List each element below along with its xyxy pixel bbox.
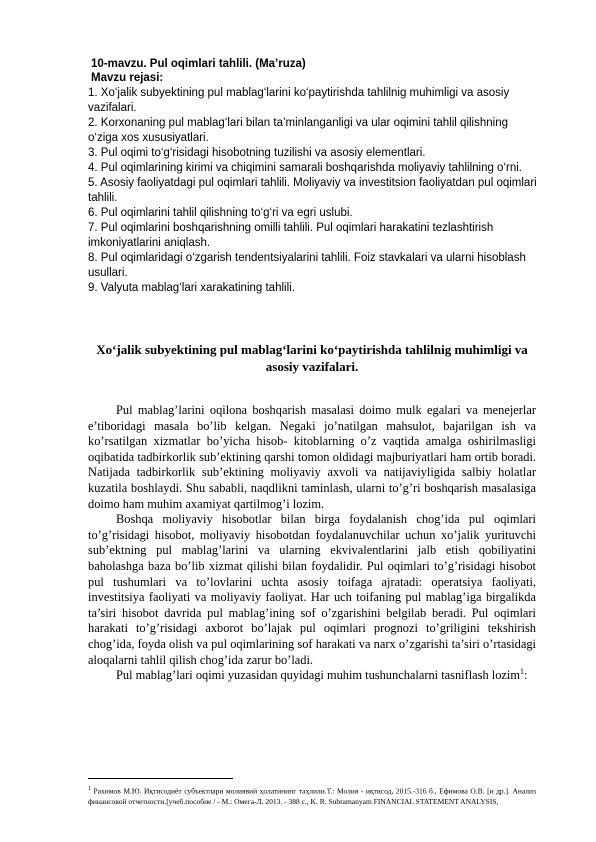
plan-item: 5. Asosiy faoliyatdagi pul oqimlari tahlili. Moliyaviy va investitsion faoliyatdan pul oqimlari tahlili. <box>88 177 537 204</box>
lecture-topic: 10-mavzu. Pul oqimlari tahlili. (Ma’ruza) <box>91 58 306 70</box>
plan-label: Mavzu rejasi: <box>91 72 164 84</box>
footnote-number: 1 <box>88 786 91 792</box>
plan-item: 4. Pul oqimlarining kirimi va chiqimini samarali boshqarishda moliyaviy tahlilning o‘rni. <box>88 162 522 174</box>
lecture-plan-list <box>88 86 538 296</box>
plan-item: 7. Pul oqimlarini boshqarishning omilli tahlili. Pul oqimlari harakatini tezlashtirish imkoniyatlarini aniqlash. <box>88 222 494 249</box>
plan-item: 9. Valyuta mablag‘lari xarakatining tahlili. <box>88 282 295 294</box>
footnote <box>88 784 536 807</box>
body-text <box>88 403 536 684</box>
paragraph: Pul mablag’larini oqilona boshqarish masalasi doimo mulk egalari va menejerlar e’tiboridagi masala bo’lib kelgan. Negaki jo’natilgan mahsulot, bajarilgan ish va ko’rsatilgan xizmatlar bo’yicha hisob- kitoblarning o’z vaqtida amalga oshirilmasligi oqibatida tadbirkorlik sub’ektining qarshi tomon oldidagi majburiyatlari ham ortib boradi. Natijada tadbirkorlik sub’ektining moliyaviy axvoli va natijaviyligida salbiy holatlar kuzatila boshlaydi. Shu sababli, naqdlikni taminlash, ularni to’g’ri boshqarish masalasiga doimo ham muhim axamiyat qartilmog’i lozim. <box>88 403 536 511</box>
plan-item: 8. Pul oqimlaridagi o‘zgarish tendentsiyalarini tahlili. Foiz stavkalari va ularni hisoblash usullari. <box>88 252 526 279</box>
paragraph: Boshqa moliyaviy hisobotlar bilan birga foydalanish chog’ida pul oqimlari to’g’risidagi hisobot, moliyaviy hisobotdan foydalanuvchilar uchun xo’jalik yurituvchi sub’ektning pul mablag’larini va ularning ekvivalentlarini jalb etish qobiliyatini baholashga baza bo’lib xizmat qilishi bilan foydalidir. Pul oqimlari to’g’risidagi hisobot pul tushumlari va to’lovlarini uchta asosiy toifaga ajratadi: operatsiya faoliyati, investitsiya faoliyati va moliyaviy faoliyat. Har uch toifaning pul mablag’iga birgalikda ta’siri hisobot davrida pul mablag’ining sof o’zgarishini belgilab beradi. Pul oqimlari harakati to’g’risidagi axborot bo’lajak pul oqimlari prognozi to’griligini tekshirish chog’ida, foyda olish va pul oqimlarining sof harakati va narx o’zgarishi ta’siri o’rtasidagi aloqalarni tahlil qilish chog’ida zarur bo’ladi. <box>88 512 536 667</box>
plan-item: 3. Pul oqimi to‘g‘risidagi hisobotning tuzilishi va asosiy elementlari. <box>88 147 426 159</box>
footnote-divider <box>88 778 233 779</box>
footnote-reference[interactable]: 1 <box>520 666 524 676</box>
lecture-heading <box>91 57 531 85</box>
section-title: Xo‘jalik subyektining pul mablag‘larini ko‘paytirishda tahlilnig muhimligi va asosiy vazifalari. <box>96 342 528 374</box>
plan-item: 2. Korxonaning pul mablag‘lari bilan ta’minlanganligi va ular oqimini tahlil qilishning o‘ziga xos xususiyatlari. <box>88 117 508 144</box>
plan-item: 6. Pul oqimlarini tahlil qilishning to‘g‘ri va egri uslubi. <box>88 207 353 219</box>
footnote-text: Рахимов М.Ю. Иқтисодиёт субъектлари молиявий ҳолатининг таҳлили.Т.: Молия - иқтисод, 2015.-316 б., Ефимова О.В. [и др.]. Анализ финансовой отчетности.[учеб.пособие / - М.: Омега-Л, 2013. - 388 с., K. R. Subramanyam FINANCIAL STATEMENT ANALYSIS, <box>88 786 536 806</box>
paragraph-text: Pul mablag’lari oqimi yuzasidan quyidagi muhim tushunchalarni tasniflash lozim <box>116 668 520 683</box>
paragraph: Pul mablag’lari oqimi yuzasidan quyidagi muhim tushunchalarni tasniflash lozim$^1$: <box>116 666 528 683</box>
plan-item: 1. Xo‘jalik subyektining pul mablag‘larini ko‘paytirishda tahlilnig muhimligi va asosiy vazifalari. <box>88 87 510 114</box>
